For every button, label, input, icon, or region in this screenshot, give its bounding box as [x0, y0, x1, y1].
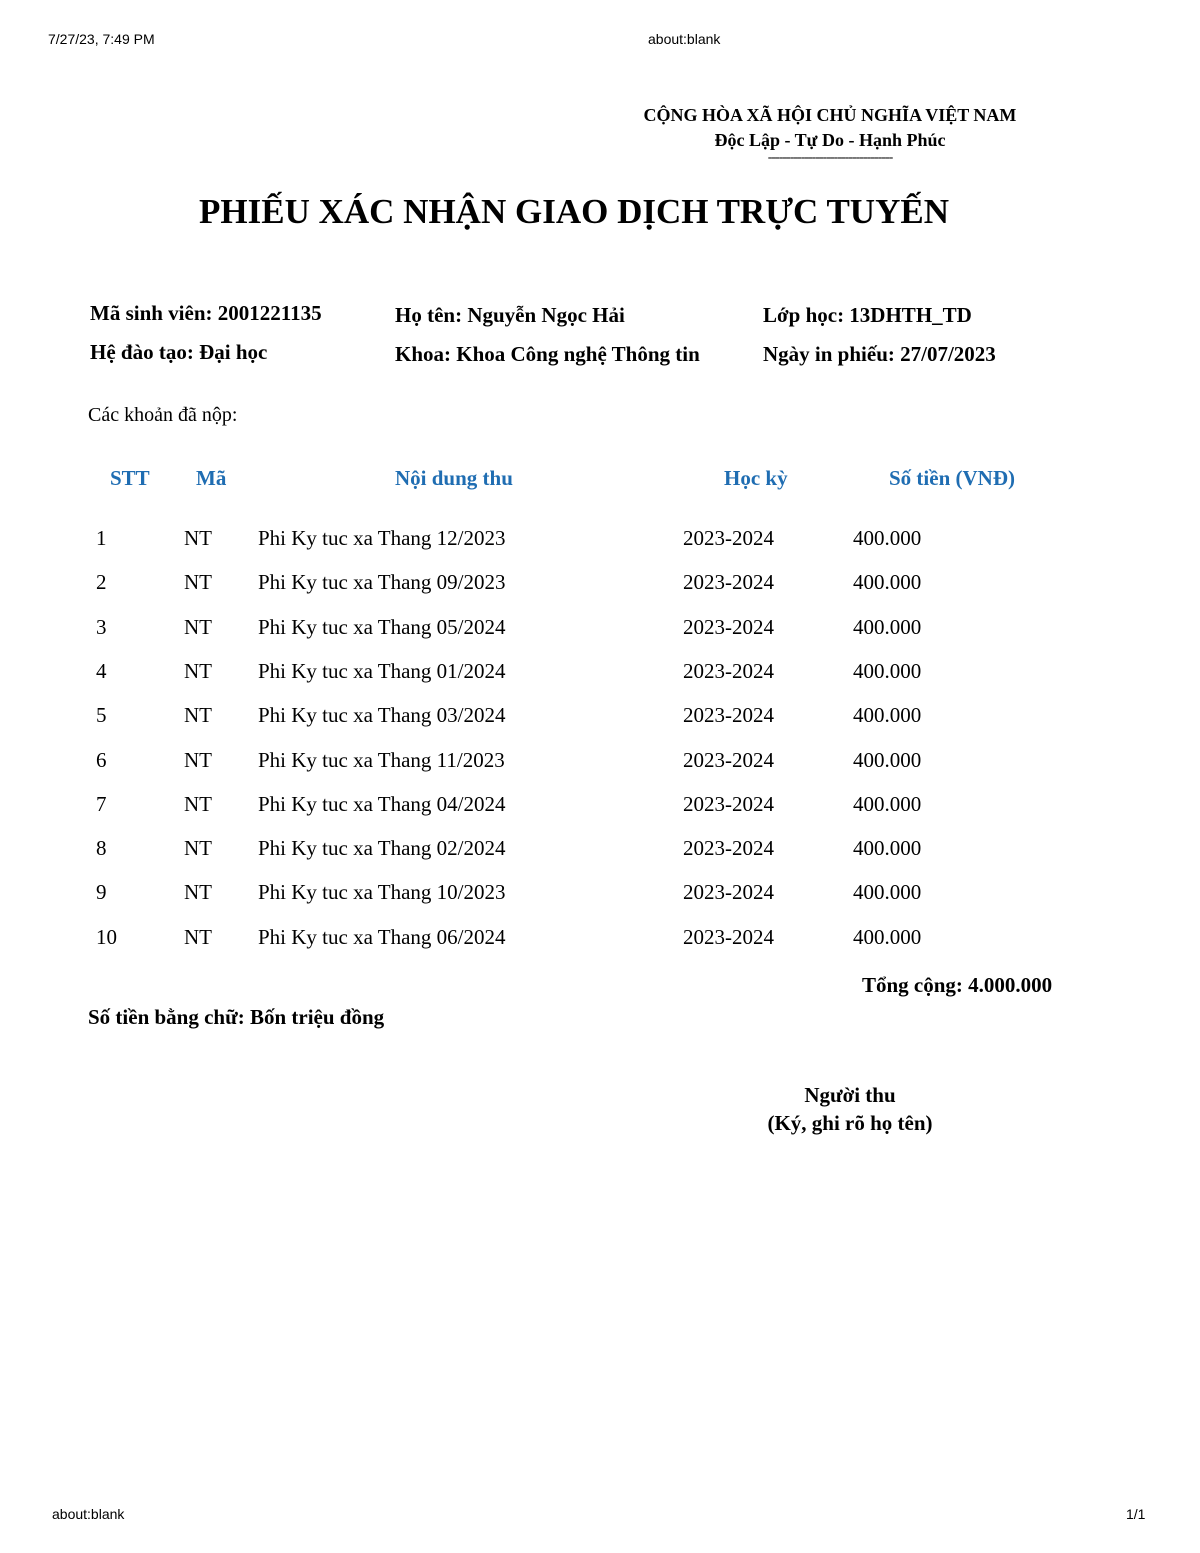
header-code: Mã — [196, 466, 227, 490]
row-stt: 1 — [96, 526, 107, 550]
student-faculty: Khoa: Khoa Công nghệ Thông tin — [395, 342, 700, 366]
total-amount: Tổng cộng: 4.000.000 — [862, 973, 1053, 997]
print-page-count: 1/1 — [1126, 1506, 1146, 1522]
row-content: Phi Ky tuc xa Thang 10/2023 — [258, 880, 506, 904]
row-amount: 400.000 — [853, 925, 922, 949]
print-date: Ngày in phiếu: 27/07/2023 — [763, 342, 996, 366]
row-content: Phi Ky tuc xa Thang 03/2024 — [258, 703, 506, 727]
nation-title: CỘNG HÒA XÃ HỘI CHỦ NGHĨA VIỆT NAM — [643, 105, 1017, 125]
print-url-bottom: about:blank — [52, 1506, 125, 1522]
row-stt: 4 — [96, 659, 107, 683]
nation-divider: ---------------------------------- — [767, 150, 893, 165]
student-name: Họ tên: Nguyễn Ngọc Hải — [395, 303, 625, 327]
row-content: Phi Ky tuc xa Thang 09/2023 — [258, 570, 506, 594]
row-stt: 6 — [96, 748, 107, 772]
row-semester: 2023-2024 — [683, 570, 774, 594]
section-label: Các khoản đã nộp: — [88, 404, 238, 426]
row-code: NT — [184, 836, 212, 860]
row-amount: 400.000 — [853, 748, 922, 772]
row-semester: 2023-2024 — [683, 615, 774, 639]
row-content: Phi Ky tuc xa Thang 11/2023 — [258, 748, 505, 772]
header-stt: STT — [110, 466, 150, 490]
row-content: Phi Ky tuc xa Thang 12/2023 — [258, 526, 506, 550]
row-content: Phi Ky tuc xa Thang 06/2024 — [258, 925, 506, 949]
row-amount: 400.000 — [853, 659, 922, 683]
row-content: Phi Ky tuc xa Thang 04/2024 — [258, 792, 506, 816]
row-amount: 400.000 — [853, 615, 922, 639]
row-amount: 400.000 — [853, 836, 922, 860]
header-semester: Học kỳ — [724, 466, 788, 490]
row-code: NT — [184, 615, 212, 639]
print-datetime: 7/27/23, 7:49 PM — [48, 31, 155, 47]
row-stt: 3 — [96, 615, 107, 639]
print-url-top: about:blank — [648, 31, 721, 47]
row-code: NT — [184, 659, 212, 683]
row-stt: 8 — [96, 836, 107, 860]
row-amount: 400.000 — [853, 792, 922, 816]
row-code: NT — [184, 570, 212, 594]
row-semester: 2023-2024 — [683, 792, 774, 816]
row-semester: 2023-2024 — [683, 703, 774, 727]
row-amount: 400.000 — [853, 703, 922, 727]
student-program: Hệ đào tạo: Đại học — [90, 340, 268, 364]
row-semester: 2023-2024 — [683, 748, 774, 772]
row-stt: 2 — [96, 570, 107, 594]
row-stt: 9 — [96, 880, 107, 904]
row-content: Phi Ky tuc xa Thang 02/2024 — [258, 836, 506, 860]
row-code: NT — [184, 880, 212, 904]
row-content: Phi Ky tuc xa Thang 01/2024 — [258, 659, 506, 683]
student-id: Mã sinh viên: 2001221135 — [90, 301, 322, 325]
row-code: NT — [184, 925, 212, 949]
row-code: NT — [184, 703, 212, 727]
row-code: NT — [184, 748, 212, 772]
document-title: PHIẾU XÁC NHẬN GIAO DỊCH TRỰC TUYẾN — [199, 192, 949, 231]
signature-instruction: (Ký, ghi rõ họ tên) — [767, 1111, 933, 1135]
row-semester: 2023-2024 — [683, 925, 774, 949]
row-code: NT — [184, 792, 212, 816]
row-stt: 10 — [96, 925, 117, 949]
header-amount: Số tiền (VNĐ) — [889, 466, 1015, 490]
row-semester: 2023-2024 — [683, 526, 774, 550]
row-content: Phi Ky tuc xa Thang 05/2024 — [258, 615, 506, 639]
signature-role: Người thu — [804, 1083, 896, 1107]
row-amount: 400.000 — [853, 880, 922, 904]
row-semester: 2023-2024 — [683, 880, 774, 904]
row-amount: 400.000 — [853, 526, 922, 550]
student-class: Lớp học: 13DHTH_TD — [763, 303, 972, 327]
row-stt: 5 — [96, 703, 107, 727]
header-content: Nội dung thu — [395, 466, 513, 490]
row-code: NT — [184, 526, 212, 550]
row-stt: 7 — [96, 792, 107, 816]
row-amount: 400.000 — [853, 570, 922, 594]
row-semester: 2023-2024 — [683, 836, 774, 860]
row-semester: 2023-2024 — [683, 659, 774, 683]
amount-in-words: Số tiền bằng chữ: Bốn triệu đồng — [88, 1005, 385, 1029]
nation-motto: Độc Lập - Tự Do - Hạnh Phúc — [714, 130, 946, 150]
